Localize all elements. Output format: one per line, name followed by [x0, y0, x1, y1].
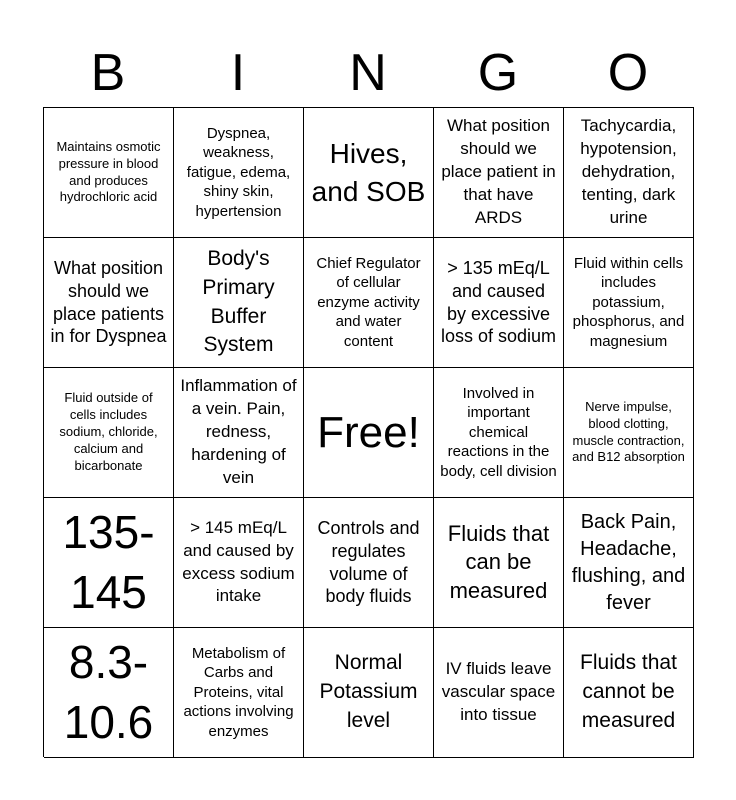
bingo-cell-o2[interactable]: Fluid within cells includes potassium, phosphorus, and magnesium — [564, 238, 694, 368]
bingo-cell-g5[interactable]: IV fluids leave vascular space into tissue — [434, 628, 564, 758]
bingo-cell-g3[interactable]: Involved in important chemical reactions in the body, cell division — [434, 368, 564, 498]
header-letter-o: O — [607, 44, 649, 102]
bingo-cell-g1[interactable]: What position should we place patient in that have ARDS — [434, 108, 564, 238]
bingo-cell-b4[interactable]: 135-145 — [44, 498, 174, 628]
bingo-header — [43, 40, 693, 106]
bingo-cell-i2[interactable]: Body's Primary Buffer System — [174, 238, 304, 368]
bingo-cell-b1[interactable]: Maintains osmotic pressure in blood and produces hydrochloric acid — [44, 108, 174, 238]
bingo-cell-b3[interactable]: Fluid outside of cells includes sodium, chloride, calcium and bicarbonate — [44, 368, 174, 498]
header-letter-g: G — [477, 44, 519, 102]
bingo-cell-i3[interactable]: Inflammation of a vein. Pain, redness, hardening of vein — [174, 368, 304, 498]
bingo-cell-n5[interactable]: Normal Potassium level — [304, 628, 434, 758]
bingo-cell-o1[interactable]: Tachycardia, hypotension, dehydration, tenting, dark urine — [564, 108, 694, 238]
bingo-cell-i5[interactable]: Metabolism of Carbs and Proteins, vital actions involving enzymes — [174, 628, 304, 758]
bingo-cell-n4[interactable]: Controls and regulates volume of body fluids — [304, 498, 434, 628]
bingo-cell-o5[interactable]: Fluids that cannot be measured — [564, 628, 694, 758]
bingo-cell-n1[interactable]: Hives, and SOB — [304, 108, 434, 238]
bingo-cell-b2[interactable]: What position should we place patients in for Dyspnea — [44, 238, 174, 368]
bingo-cell-free[interactable]: Free! — [304, 368, 434, 498]
bingo-cell-g2[interactable]: > 135 mEq/L and caused by excessive loss of sodium — [434, 238, 564, 368]
bingo-cell-o3[interactable]: Nerve impulse, blood clotting, muscle contraction, and B12 absorption — [564, 368, 694, 498]
bingo-cell-o4[interactable]: Back Pain, Headache, flushing, and fever — [564, 498, 694, 628]
bingo-cell-g4[interactable]: Fluids that can be measured — [434, 498, 564, 628]
bingo-card-grid — [43, 107, 694, 757]
bingo-cell-b5[interactable]: 8.3-10.6 — [44, 628, 174, 758]
header-letter-i: I — [230, 44, 246, 102]
bingo-cell-i4[interactable]: > 145 mEq/L and caused by excess sodium intake — [174, 498, 304, 628]
bingo-cell-n2[interactable]: Chief Regulator of cellular enzyme activity and water content — [304, 238, 434, 368]
header-letter-b: B — [90, 44, 126, 102]
header-letter-n: N — [349, 44, 387, 102]
bingo-cell-i1[interactable]: Dyspnea, weakness, fatigue, edema, shiny skin, hypertension — [174, 108, 304, 238]
